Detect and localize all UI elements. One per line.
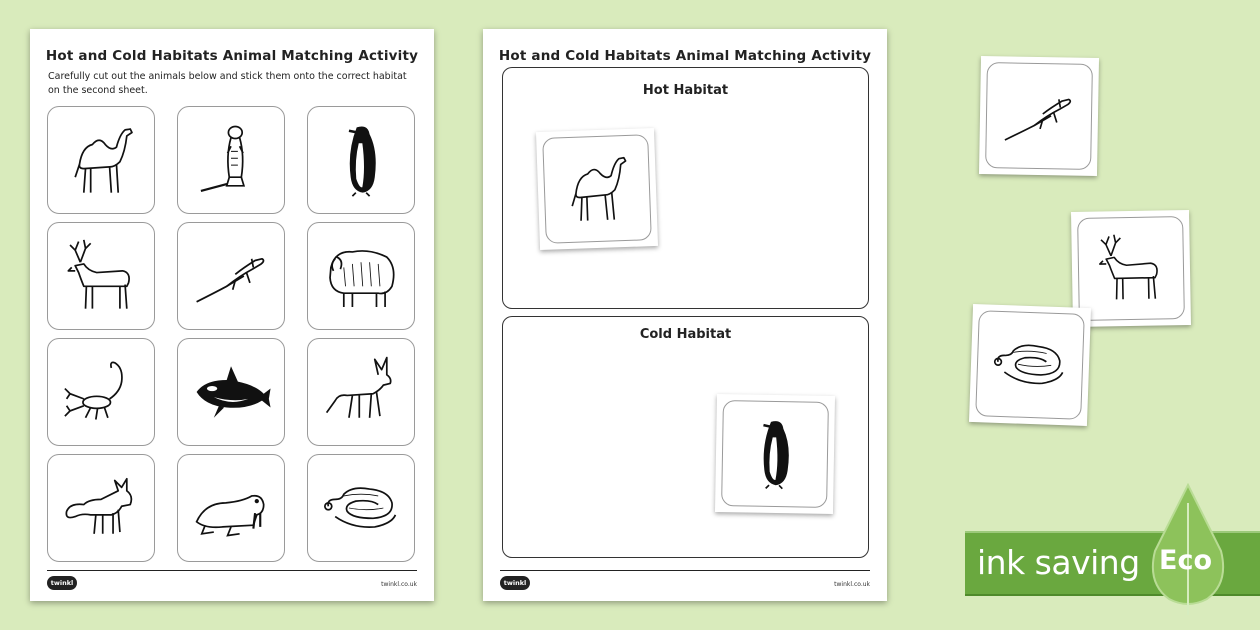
arctic-fox-card [47, 454, 155, 562]
meerkat-card [177, 106, 285, 214]
walrus-icon [188, 465, 274, 551]
meerkat-icon [188, 117, 274, 203]
penguin-icon [318, 117, 404, 203]
reindeer-icon [1089, 227, 1174, 309]
lizard-card [177, 222, 285, 330]
orca-icon [188, 349, 274, 435]
snake-cutout [969, 304, 1091, 426]
instructions-text: Carefully cut out the animals below and stick them onto the correct habitat on the second sheet. [48, 71, 407, 96]
sheet-title: Hot and Cold Habitats Animal Matching Activity [498, 48, 872, 64]
scorpion-card [47, 338, 155, 446]
snake-card [307, 454, 415, 562]
penguin-card [307, 106, 415, 214]
cold-habitat-title: Cold Habitat [639, 327, 732, 342]
twinkl-logo: twinkl [500, 576, 530, 590]
reindeer-icon [58, 233, 144, 319]
footer-divider [500, 570, 870, 571]
footer-divider [47, 570, 417, 571]
fennec-fox-card [307, 338, 415, 446]
hot-habitat-title: Hot Habitat [642, 83, 729, 98]
snake-icon [318, 465, 404, 551]
camel-icon [554, 146, 640, 232]
lizard-icon [997, 74, 1082, 159]
sheet-title: Hot and Cold Habitats Animal Matching Activity [45, 48, 419, 64]
fennec-fox-icon [318, 349, 404, 435]
habitat-sheet [483, 29, 887, 601]
camel-icon [58, 117, 144, 203]
eco-leaf-icon [1147, 483, 1229, 618]
arctic-fox-icon [58, 465, 144, 551]
camel-card [47, 106, 155, 214]
penguin-icon [733, 412, 818, 497]
twinkl-logo: twinkl [47, 576, 77, 590]
walrus-card [177, 454, 285, 562]
scorpion-icon [58, 349, 144, 435]
animal-grid [47, 106, 419, 562]
orca-card [177, 338, 285, 446]
site-url: twinkl.co.uk [381, 581, 417, 588]
reindeer-card [47, 222, 155, 330]
eco-label: Eco [1159, 545, 1212, 576]
snake-icon [987, 322, 1073, 408]
penguin-cutout [715, 394, 835, 514]
musk-ox-icon [318, 233, 404, 319]
site-url: twinkl.co.uk [834, 581, 870, 588]
lizard-cutout [979, 56, 1099, 176]
lizard-icon [188, 233, 274, 319]
cutout-sheet [30, 29, 434, 601]
ink-saving-label: ink saving [977, 543, 1140, 582]
musk-ox-card [307, 222, 415, 330]
camel-cutout [536, 128, 658, 250]
